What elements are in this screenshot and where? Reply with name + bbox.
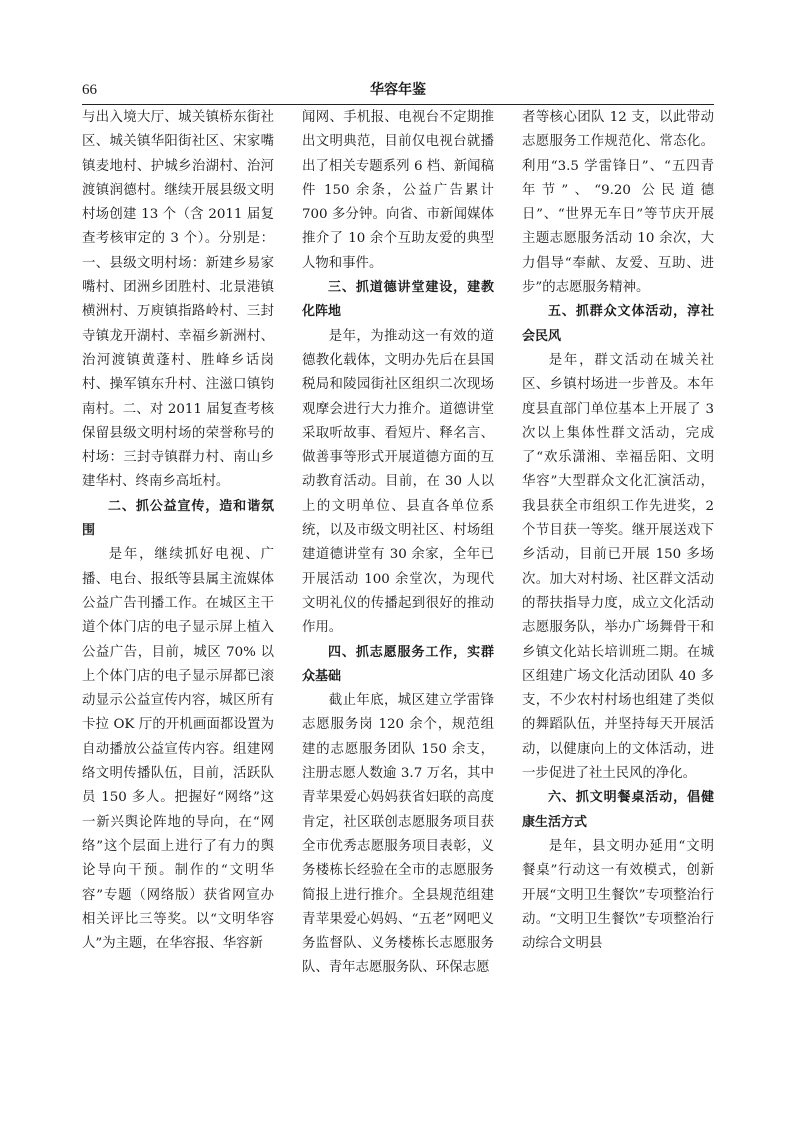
paragraph: 截止年底，城区建立学雷锋志愿服务岗 120 余个，规范组建的志愿服务团队 150 余支，注册志愿人数逾 3.7 万名，其中青苹果爱心妈妈获省妇联的高度肯定，社区联创志愿服务项目获全市优秀志愿服务项目表彰，义务楼栋长经验在全市的志愿服务简报上进行推介。全县规范组建青苹果爱心妈妈、“五老”网吧义务监督队、义务楼栋长志愿服务队、青年志愿服务队、环保志愿	[302, 693, 494, 976]
text-column-3	[522, 106, 714, 1046]
section-heading-6: 六、抓文明餐桌活动，倡健康生活方式	[522, 790, 714, 830]
page-header	[82, 80, 714, 104]
paragraph: 与出入境大厅、城关镇桥东街社区、城关镇华阳街社区、宋家嘴镇麦地村、护城乡治湖村、治河渡镇润德村。继续开展县级文明村场创建 13 个（含 2011 届复查考核审定的 3 个）。分别是：一、县级文明村场：新建乡易家嘴村、团洲乡团胜村、北景港镇横洲村、万庾镇指路岭村、三封寺镇龙开湖村、幸福乡新洲村、治河渡镇黄蓬村、胜峰乡话岗村、操军镇东升村、注滋口镇钧南村。二、对 2011 届复查考核保留县级文明村场的荣誉称号的村场：三封寺镇群力村、南山乡建华村、终南乡高坵村。	[82, 110, 274, 490]
paragraph: 是年，县文明办延用“文明餐桌”行动这一有效模式，创新开展“文明卫生餐饮”专项整治行动。“文明卫生餐饮”专项整治行动综合文明县	[522, 838, 714, 952]
section-heading-5: 五、抓群众文体活动，淳社会民风	[522, 304, 714, 344]
paragraph: 者等核心团队 12 支，以此带动志愿服务工作规范化、常态化。利用“3.5 学雷锋日”、“五四青年节”、“9.20 公民道德日”、“世界无车日”等节庆开展主题志愿服务活动 10 余次，大力倡导“奉献、友爱、互助、进步”的志愿服务精神。	[522, 110, 714, 296]
page-number: 66	[82, 82, 97, 98]
paragraph: 是年，继续抓好电视、广播、电台、报纸等县属主流媒体公益广告刊播工作。在城区主干道个体门店的电子显示屏上植入公益广告，目前，城区 70% 以上个体门店的电子显示屏都已滚动显示公益宣传内容，城区所有卡拉 OK 厅的开机画面都设置为自动播放公益宣传内容。组建网络文明传播队伍，目前，活跃队员 150 多人。把握好“网络”这一新兴舆论阵地的导向，在“网络”这个层面上进行了有力的舆论导向干预。制作的“文明华容”专题（网络版）获省网宣办相关评比三等奖。以“文明华容人”为主题，在华容报、华容新	[82, 547, 274, 952]
paragraph: 闻网、手机报、电视台不定期推出文明典范，目前仅电视台就播出了相关专题系列 6 档、新闻稿件 150 余条，公益广告累计 700 多分钟。向省、市新闻媒体推介了 10 余个互助友爱的典型人物和事件。	[302, 110, 494, 271]
section-heading-2: 二、抓公益宣传，造和谐氛围	[82, 498, 274, 539]
paragraph: 是年，群文活动在城关社区、乡镇村场进一步普及。本年度县直部门单位基本上开展了 3 次以上集体性群文活动，完成了“欢乐潇湘、幸福岳阳、文明华容”大型群众文化汇演活动，我县获全市组织工作先进奖，2 个节目获一等奖。继开展送戏下乡活动，目前已开展 150 多场次。加大对村场、社区群文活动的帮扶指导力度，成立文化活动志愿服务队，举办广场舞骨干和乡镇文化站长培训班二期。在城区组建广场文化活动团队 40 多支，不少农村村场也组建了类似的舞蹈队伍，并坚持每天开展活动，以健康向上的文体活动，进一步促进了社土民风的净化。	[522, 352, 714, 782]
text-column-2	[302, 106, 494, 1046]
section-heading-4: 四、抓志愿服务工作，实群众基础	[302, 644, 494, 684]
text-column-1	[82, 106, 274, 1046]
book-title: 华容年鉴	[370, 82, 426, 98]
section-heading-3: 三、抓道德讲堂建设，建教化阵地	[302, 280, 494, 320]
paragraph: 是年，为推动这一有效的道德教化载体，文明办先后在县国税局和陵园街社区组织二次现场观摩会进行大力推介。道德讲堂采取听故事、看短片、释名言、做善事等形式开展道德方面的互动教育活动。目前，在 30 人以上的文明单位、县直各单位系统，以及市级文明社区、村场组建道德讲堂有 30 余家，全年已开展活动 100 余堂次，为现代文明礼仪的传播起到很好的推动作用。	[302, 328, 494, 636]
header-rule	[82, 104, 714, 105]
